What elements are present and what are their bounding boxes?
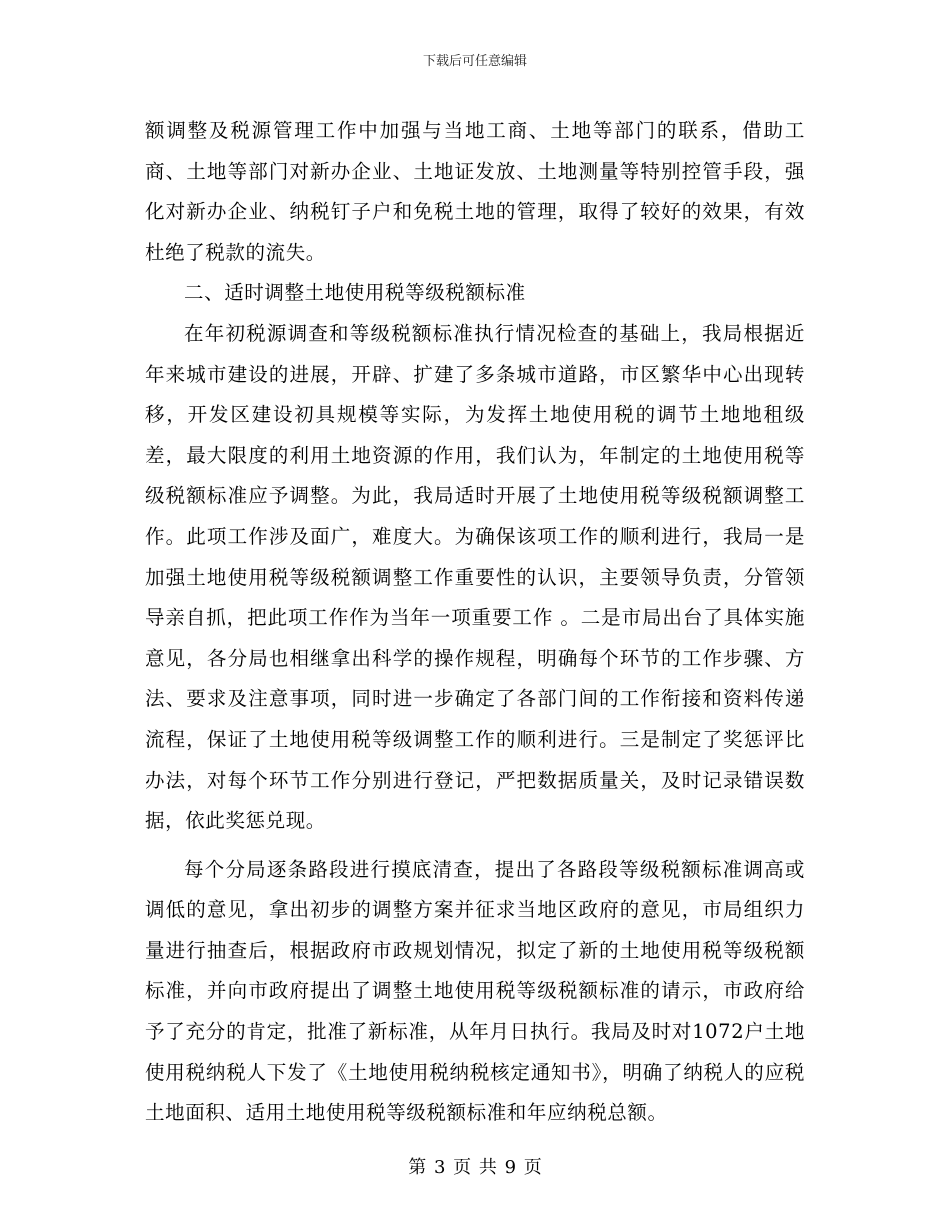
page-number: 第 3 页 共 9 页 [408, 1157, 542, 1178]
document-body [145, 111, 805, 1134]
paragraph-adjustment-work: 在年初税源调查和等级税额标准执行情况检查的基础上，我局根据近年来城市建设的进展，开辟、扩建了多条城市道路，市区繁华中心出现转移，开发区建设初具规模等实际，为发挥土地使用税的调节土地地租级差，最大限度的利用土地资源的作用，我们认为，年制定的土地使用税等级税额标准应予调整。为此，我局适时开展了土地使用税等级税额调整工作。此项工作涉及面广，难度大。为确保该项工作的顺利进行，我局一是加强土地使用税等级税额调整工作重要性的认识，主要领导负责，分管领导亲自抓，把此项工作作为当年一项重要工作 。二是市局出台了具体实施意见，各分局也相继拿出科学的操作规程，明确每个环节的工作步骤、方法、要求及注意事项，同时进一步确定了各部门间的工作衔接和资料传递流程，保证了土地使用税等级调整工作的顺利进行。三是制定了奖惩评比办法，对每个环节工作分别进行登记，严把数据质量关，及时记录错误数据，依此奖惩兑现。 [145, 321, 805, 833]
paragraph-continuation: 额调整及税源管理工作中加强与当地工商、土地等部门的联系，借助工商、土地等部门对新办企业、土地证发放、土地测量等特别控管手段，强化对新办企业、纳税钉子户和免税土地的管理，取得了较好的效果，有效杜绝了税款的流失。 [145, 119, 805, 264]
paragraph-branch-survey: 每个分局逐条路段进行摸底清查，提出了各路段等级税额标准调高或调低的意见，拿出初步的调整方案并征求当地区政府的意见，市局组织力量进行抽查后，根据政府市政规划情况，拟定了新的土地使用税等级税额标准，并向市政府提出了调整土地使用税等级税额标准的请示，市政府给予了充分的肯定，批准了新标准，从年月日执行。我局及时对1072户土地使用税纳税人下发了《土地使用税纳税核定通知书》，明确了纳税人的应税土地面积、适用土地使用税等级税额标准和年应纳税总额。 [145, 857, 805, 1125]
page-header: 下载后可任意编辑 [422, 54, 527, 69]
section-heading: 二、适时调整土地使用税等级税额标准 [184, 281, 526, 305]
